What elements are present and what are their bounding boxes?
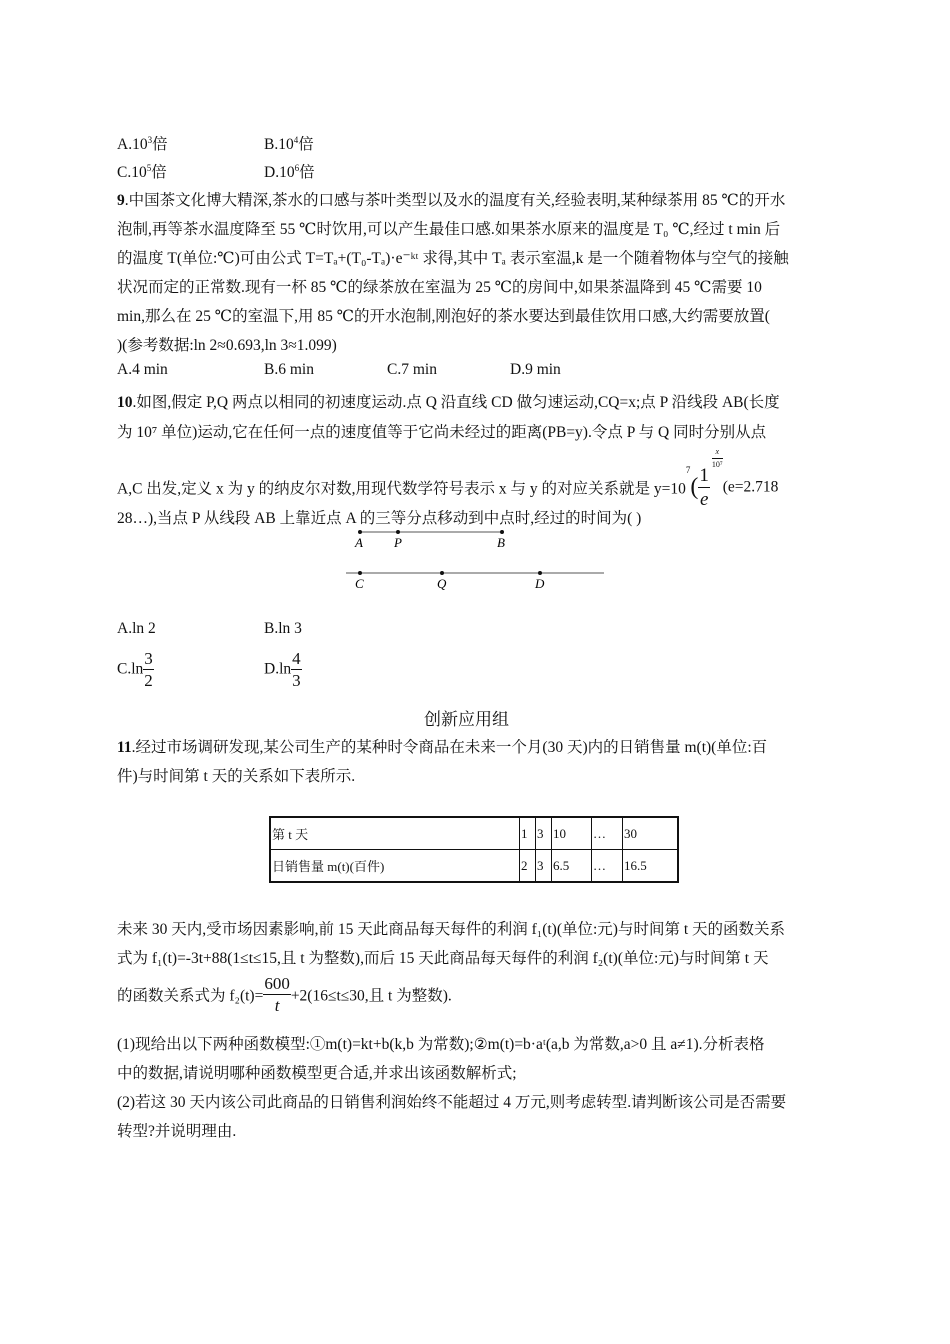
table-cell: … xyxy=(592,850,623,883)
q8-option-d: $D.10^6$倍 xyxy=(264,162,315,181)
q10-number: 10 xyxy=(117,394,133,411)
q10-option-a: A.ln 2 xyxy=(117,620,156,637)
table-cell: … xyxy=(592,817,623,850)
q10-line-4: 28…),当点 P 从线段 AB 上靠近点 A 的三等分点移动到中点时,经过的时间为( ) xyxy=(117,510,642,527)
table-cell: 2 xyxy=(520,850,536,883)
label-a: A xyxy=(355,535,363,550)
table-cell: 1 xyxy=(520,817,536,850)
table-cell: 16.5 xyxy=(623,850,679,883)
q11-sub1-line-1: (1)现给出以下两种函数模型:①m(t)=kt+b(k,b 为常数);②m(t)=b·aᵗ(a,b 为常数,a>0 且 a≠1).分析表格 xyxy=(117,1036,765,1053)
q9-line-4: 状况而定的正常数.现有一杯 85 ℃的绿茶放在室温为 25 ℃的房间中,如果茶温降到 45 ℃需要 10 xyxy=(117,279,762,296)
point-c xyxy=(358,571,362,575)
table-cell: 30 xyxy=(623,817,679,850)
q8-option-c: $C.10^5$倍 xyxy=(117,162,167,181)
q9-line-6: )(参考数据:ln 2≈0.693,ln 3≈1.099) xyxy=(117,337,337,354)
q11-sub2-line-2: 转型?并说明理由. xyxy=(117,1123,237,1140)
q10-option-c: C.ln $\frac{3}{2}$ xyxy=(117,649,153,690)
q10-line-2: 为 10⁷ 单位)运动,它在任何一点的速度值等于它尚未经过的距离(PB=y).令点 P 与 Q 同时分别从点 xyxy=(117,424,767,441)
label-c: C xyxy=(355,576,364,591)
q9-line-1: 9.中国茶文化博大精深,茶水的口感与茶叶类型以及水的温度有关,经验表明,某种绿茶用 85 ℃的开水 xyxy=(117,192,786,209)
row-header: 第 t 天 xyxy=(270,817,520,850)
sales-table xyxy=(269,816,679,883)
point-a xyxy=(358,530,362,534)
table-row xyxy=(270,850,678,883)
table-cell: 6.5 xyxy=(552,850,592,883)
q11-sub2-line-1: (2)若这 30 天内该公司此商品的日销售利润始终不能超过 4 万元,则考虑转型.请判断该公司是否需要 xyxy=(117,1094,787,1111)
table-row xyxy=(270,817,678,850)
q9-option-b: B.6 min xyxy=(264,361,314,378)
table-cell: 3 xyxy=(536,850,552,883)
q9-option-c: C.7 min xyxy=(387,361,437,378)
q10-figure xyxy=(340,526,610,596)
point-b xyxy=(500,530,504,534)
q9-option-a: A.4 min xyxy=(117,361,168,378)
point-p xyxy=(396,530,400,534)
table-cell: 10 xyxy=(552,817,592,850)
q9-line-5: min,那么在 25 ℃的室温下,用 85 ℃的开水泡制,刚泡好的茶水要达到最佳饮用口感,大约需要放置( xyxy=(117,308,770,325)
q9-number: 9 xyxy=(117,192,125,209)
q11-sub1-line-2: 中的数据,请说明哪种函数模型更合适,并求出该函数解析式; xyxy=(117,1065,517,1082)
q8-option-b: $B.10^4$倍 xyxy=(264,134,314,153)
q11-para-1: 未来 30 天内,受市场因素影响,前 15 天此商品每天每件的利润 f₁(t)(单位:元)与时间第 t 天的函数关系 xyxy=(117,921,786,938)
q11-para-3: 的函数关系式为 f₂(t)= $\frac{600}{t}$ +2(16≤t≤30,且 t 为整数). xyxy=(117,974,452,1015)
q11-line-1: 11.经过市场调研发现,某公司生产的某种时令商品在未来一个月(30 天)内的日销售量 m(t)(单位:百 xyxy=(117,739,768,756)
q9-line-3: 的温度 T(单位:℃)可由公式 T=Tₐ+(T₀-Tₐ)·e⁻ᵏᵗ 求得,其中 Tₐ 表示室温,k 是一个随着物体与空气的接触 xyxy=(117,250,789,267)
q10-line-1: 10.如图,假定 P,Q 两点以相同的初速度运动.点 Q 沿直线 CD 做匀速运动,CQ=x;点 P 沿线段 AB(长度 xyxy=(117,394,780,411)
q11-line-2: 件)与时间第 t 天的关系如下表所示. xyxy=(117,768,356,785)
q9-line-2: 泡制,再等茶水温度降至 55 ℃时饮用,可以产生最佳口感.如果茶水原来的温度是 T₀ ℃,经过 t min 后 xyxy=(117,221,781,238)
q10-line-3: A,C 出发,定义 x 为 y 的纳皮尔对数,用现代数学符号表示 x 与 y 的对应关系就是 $y=10^7$( $\frac{1}{e}$ $\frac{x}{\text{10⁷}}$ (e=2.718 xyxy=(117,447,779,510)
table-cell: 3 xyxy=(536,817,552,850)
q9-option-d: D.9 min xyxy=(510,361,561,378)
label-p: P xyxy=(394,535,402,550)
q10-option-b: B.ln 3 xyxy=(264,620,302,637)
q11-number: 11 xyxy=(117,739,132,756)
row-header: 日销售量 m(t)(百件) xyxy=(270,850,520,883)
point-q xyxy=(440,571,444,575)
q8-option-a: $A.10^3$倍 xyxy=(117,134,168,153)
label-q: Q xyxy=(437,576,447,591)
point-d xyxy=(538,571,542,575)
q10-option-d: D.ln $\frac{4}{3}$ xyxy=(264,649,301,690)
q11-para-2: 式为 f₁(t)=-3t+88(1≤t≤15,且 t 为整数),而后 15 天此商品每天每件的利润 f₂(t)(单位:元)与时间第 t 天 xyxy=(117,950,769,967)
label-d: D xyxy=(535,576,545,591)
section-title: 创新应用组 xyxy=(424,710,509,730)
label-b: B xyxy=(497,535,505,550)
